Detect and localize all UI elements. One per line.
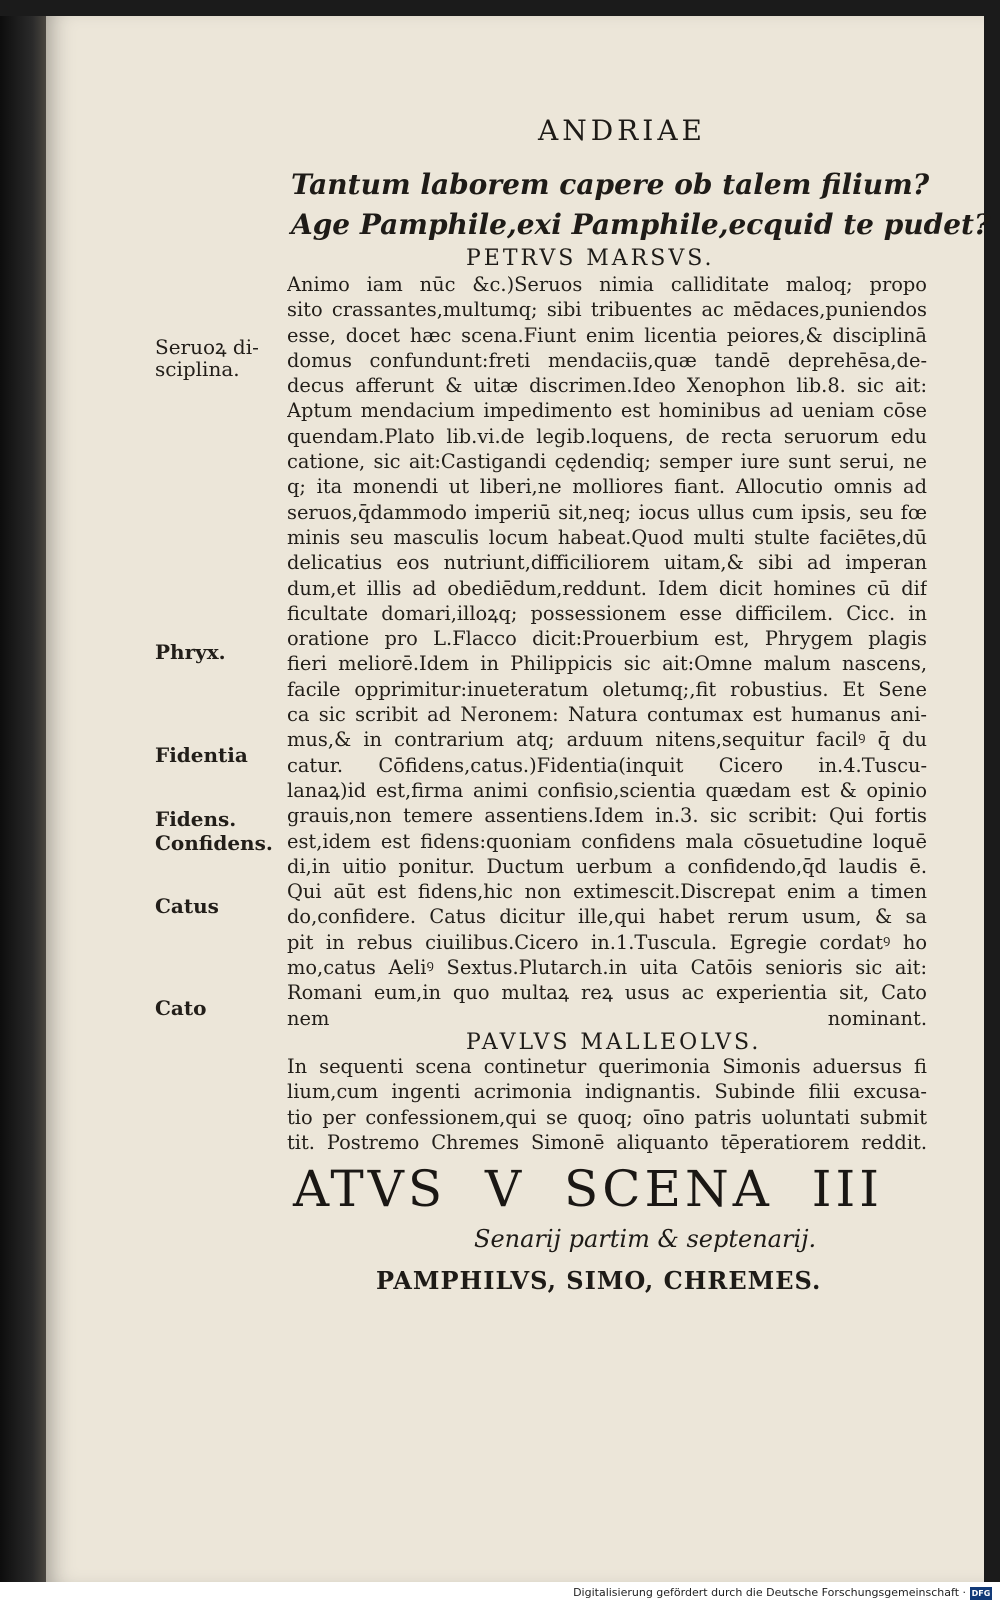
commentary-line: mo,catus Aeliꝰ Sextus.Plutarch.in uita Catōis senioris sic ait:: [287, 956, 927, 980]
commentary-line: sito crassantes,multumq; sibi tribuentes ac mēdaces,puniendos: [287, 298, 927, 322]
commentary-line: facile opprimitur:inueteratum oletumq;,fit robustius. Et Sene: [287, 677, 927, 701]
commentary-line: Qui aūt est fidens,hic non extimescit.Discrepat enim a timen: [287, 880, 927, 904]
commentary-line: oratione pro L.Flacco dicit:Prouerbium est, Phrygem plagis: [287, 627, 927, 651]
running-head: ANDRIAE: [538, 114, 706, 147]
margin-note-seruorum-disciplina: Seruoꝝ di- sciplina.: [155, 335, 259, 381]
commentary-line: Aptum mendacium impedimento est hominibus ad ueniam cōse: [287, 399, 927, 423]
commentary-line: fieri meliorē.Idem in Philippicis sic ait:Omne malum nascens,: [287, 652, 927, 676]
commentary-line: q; ita monendi ut liberi,ne molliores fiant. Allocutio omnis ad: [287, 475, 927, 499]
scene-heading-word: V: [484, 1160, 526, 1218]
commentary-line: minis seu masculis locum habeat.Quod multi stulte faciētes,dū: [287, 525, 927, 549]
commentary-line: esse, docet hæc scena.Fiunt enim licentia peiores,& disciplinā: [287, 323, 927, 347]
commentary-line: mus,& in contrarium atq; arduum nitens,sequitur facilꝰ q̄ du: [287, 728, 927, 752]
commentary-line: ficultate domari,illoꝝq; possessionem esse difficilem. Cicc. in: [287, 601, 927, 625]
margin-note-cato: Cato: [155, 996, 207, 1020]
commentary-line: ca sic scribit ad Neronem: Natura contumax est humanus ani-: [287, 703, 927, 727]
verse-line-2: Age Pamphile,exi Pamphile,ecquid te pudet?: [291, 208, 991, 241]
commentary-line: delicatius eos nutriunt,difficiliorem uitam,& sibi ad imperan: [287, 551, 927, 575]
footer-credit: Digitalisierung gefördert durch die Deutsche Forschungsgemeinschaft ·: [573, 1586, 966, 1599]
commentary-line: Animo iam nūc &c.)Seruos nimia calliditate maloq; propo: [287, 273, 927, 296]
commentary-line: Romani eum,in quo multaꝝ reꝝ usus ac experientia sit, Cato: [287, 981, 927, 1005]
commentary-line: catur. Cōfidens,catus.)Fidentia(inquit Cicero in.4.Tuscu-: [287, 753, 927, 777]
commentary-line: tit. Postremo Chremes Simonē aliquanto tēperatiorem reddit.: [287, 1130, 927, 1154]
margin-note-confidens: Confidens.: [155, 831, 273, 855]
scene-heading-word: ATVS: [293, 1160, 447, 1218]
commentary-line: nem nominant.: [287, 1006, 927, 1030]
scene-heading: [293, 1160, 883, 1218]
commentary-line: pit in rebus ciuilibus.Cicero in.1.Tuscula. Egregie cordatꝰ ho: [287, 930, 927, 954]
commentary-line: quendam.Plato lib.vi.de legib.loquens, de recta seruorum edu: [287, 424, 927, 448]
dramatis-personae: PAMPHILVS, SIMO, CHREMES.: [376, 1266, 822, 1295]
footer-bar: [0, 1582, 1000, 1608]
commentary-line: In sequenti scena continetur querimonia Simonis aduersus fi: [287, 1055, 927, 1078]
scene-heading-word: III: [811, 1160, 883, 1218]
commentary-marsus: [287, 272, 927, 1031]
margin-note-fidens: Fidens.: [155, 807, 237, 831]
commentary-line: decus afferunt & uitæ discrimen.Ideo Xenophon lib.8. sic ait:: [287, 374, 927, 398]
commentary-line: catione, sic ait:Castigandi cędendiq; semper iure sunt serui, ne: [287, 450, 927, 474]
commentary-line: est,idem est fidens:quoniam confidens mala cōsuetudine loquē: [287, 829, 927, 853]
dfg-logo: DFG: [971, 1589, 991, 1598]
commentary-line: seruos,q̄dammodo imperiū sit,neq; iocus ullus cum ipsis, seu fœ: [287, 500, 927, 524]
commentary-malleolus: [287, 1054, 927, 1155]
commentary-line: domus confundunt:freti mendaciis,quæ tandē deprehēsa,de-: [287, 348, 927, 372]
commentary-line: lanaꝝ)id est,firma animi confisio,scientia quædam est & opinio: [287, 778, 927, 802]
commentator-heading-malleolus: PAVLVS MALLEOLVS.: [466, 1030, 762, 1055]
commentary-line: di,in uitio ponitur. Ductum uerbum a confidendo,q̄d laudis ē.: [287, 854, 927, 878]
commentary-line: do,confidere. Catus dicitur ille,qui habet rerum usum, & sa: [287, 905, 927, 929]
commentary-line: tio per confessionem,qui se quoq; oīno patris uoluntati submit: [287, 1105, 927, 1129]
margin-note-catus: Catus: [155, 894, 219, 918]
verse-line-1: Tantum laborem capere ob talem filium?: [291, 168, 930, 201]
margin-note-fidentia: Fidentia: [155, 743, 248, 767]
commentary-line: lium,cum ingenti acrimonia indignantis. Subinde filii excusa-: [287, 1080, 927, 1104]
scene-heading-word: SCENA: [563, 1160, 773, 1218]
commentary-line: grauis,non temere assentiens.Idem in.3. sic scribit: Qui fortis: [287, 804, 927, 828]
commentator-heading-marsus: PETRVS MARSVS.: [466, 246, 715, 271]
book-spine-edge: [0, 16, 46, 1582]
commentary-line: dum,et illis ad obediēdum,reddunt. Idem dicit homines cū dif: [287, 576, 927, 600]
meter-line: Senarij partim & septenarij.: [474, 1225, 817, 1253]
margin-note-phryx: Phryx.: [155, 640, 226, 664]
